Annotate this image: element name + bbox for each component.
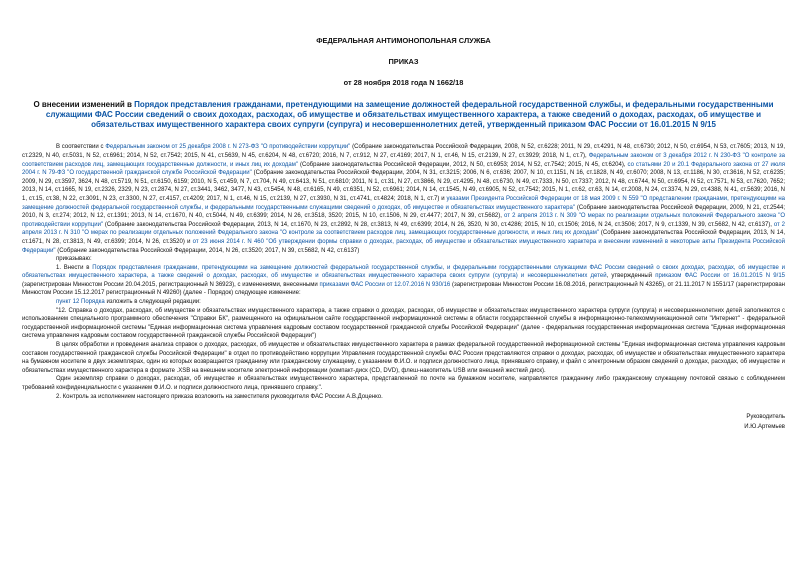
decree-310-link[interactable]: от 2 апреля 2013 г. N 310 "О мерах по реализации отдельных положений Федерального закона "О контроле за соответствием расходов лиц, замещающих государственные должности, и иных лиц их доходам": [22, 221, 785, 237]
preamble-text-2: (Собрание законодательства Российской Федерации, 2008, N 52, ст.6228; 2011, N 29, ст.4291, N 48, ст.6730; 2012, N 50, ст.6954, N 53, ст.7605; 2013, N 19, ст.2329, N 40, ст.5031, N 52, ст.6961; 2014, N 52, ст.7542; 2015, N 41, ст.5639, N 45, ст.6204, N 48, ст.6720; 2016, N 7, ст.912, N 27, ст.4169; 2017, N 1, ст.46, N 15, ст.2139, N 27, ст.3929; 2018, N 1, ст.7),: [22, 144, 785, 159]
decree-309-link[interactable]: от 2 апреля 2013 г. N 309 "О мерах по реализации отдельных положений Федерального закона "О противодействии коррупции": [22, 213, 785, 228]
decree-559-link[interactable]: указами Президента Российской Федерации от 18 мая 2009 г. N 559 "О представлении гражданами, претендующими на замещение должностей федеральной государственной службы, и федеральными государственными служащими сведений о доходах, об имуществе и обязательствах имущественного характера": [22, 195, 785, 211]
document-date-number: от 28 ноября 2018 года N 1662/18: [343, 78, 464, 87]
preamble-paragraph: [22, 143, 785, 255]
title-procedure-link[interactable]: Порядок представления гражданами, претендующими на замещение должностей федеральной государственной службы, и федеральными государственными служащими ФАС России сведений о своих доходах, расходах, об имуществе и обязательствах имущественного характера, а также сведений о доходах, расходах, об имуществе и обязательствах имущественного характера своих супруги (супруга) и несовершеннолетних детей, утвержденный приказом ФАС России от 16.01.2015 N 9/15: [45, 100, 774, 129]
federal-law-230-link[interactable]: Федеральным законом от 3 декабря 2012 г. N 230-ФЗ "О контроле за соответствием расходов лиц, замещающих государственные должности, и иных лиц их доходам": [22, 152, 785, 168]
item-1-text-3: (зарегистрирован Минюстом России 20.04.2015, регистрационный N 36923), с изменениями, внесенными: [22, 281, 320, 288]
item-1-paragraph: [22, 264, 785, 298]
federal-law-273-link[interactable]: Федеральным законом от 25 декабря 2008 г. N 273-ФЗ "О противодействии коррупции": [105, 144, 351, 151]
preamble-text-7: (Собрание законодательства Российской Федерации, 2013, N 14, ст.1671, N 28, ст.3813, N 49, ст.6399; 2014, N 26, ст.3520) и: [22, 230, 785, 245]
quoted-paragraph-2: В целях обработки и проведения анализа справок о доходах, расходах, об имуществе и обязательствах имущественного характера в рамках федеральной государственной информационной системы "Единая информационная система управления кадровым составом государственной гражданской службы Российской Федерации" в отдел по противодействию коррупции Управления государственной службы ФАС России представляются справки о доходах, расходах, об имуществе и обязательствах имущественного характера на бумажном носителе в двух экземплярах, один из которых возвращается гражданину или гражданскому служащему, с указанием Ф.И.О. и подписи должностного лица, принявшего справку, и файл с электронным образом сведений о доходах, расходах, об имуществе и обязательствах имущественного характера в формате .XSB на внешнем носителе электронной информации (компакт-диск (CD, DVD), флеш-накопитель USB или внешний жесткий диск).: [22, 342, 785, 374]
item-1-subpoint: [22, 298, 785, 307]
preamble-text-4: (Собрание законодательства Российской Федерации, 2004, N 31, ст.3215; 2006, N 6, ст.636; 2007, N 10, ст.1151, N 16, ст.1828, N 49, ст.6070; 2008, N 13, ст.1186, N 30, ст.3616, N 52, ст.6235; 2009, N 29, ст.3597, 3624, N 48, ст.5719, N 51, ст.6150, 6159; 2010, N 5, ст.459, N 7, ст.704, N 49, ст.6413, N 51, ст.6810; 2011, N 1, ст.31, N 27, ст.3866, N 29, ст.4295, N 48, ст.6730, N 49, ст.7333, N 50, ст.7337; 2012, N 48, ст.6744, N 50, ст.6954, N 52, ст.7571, N 53, ст.7620, 7652; 2013, N 14, ст.1665, N 19, ст.2326, 2329, N 23, ст.2874, N 27, ст.3441, 3462, 3477, N 43, ст.5454, N 48, ст.6165, N 49, ст.6351, N 52, ст.6961; 2014, N 14, ст.1545, N 49, ст.6905, N 52, ст.7542; 2015, N 1, ст.62, ст.63, N 14, ст.2008, N 24, ст.3374, N 29, ст.4388, N 41, ст.5639; 2016, N 1, ст.15, ст.38, N 22, ст.3091, N 23, ст.3300, N 27, ст.4157, ст.4209; 2017, N 1, ст.46, N 15, ст.2139, N 27, ст.3930, N 31, ст.4741, ст.4824; 2018, N 1, ст.7) и: [22, 170, 785, 202]
item-1-subpoint-text: изложить в следующей редакции:: [104, 299, 201, 306]
decree-460-link[interactable]: от 23 июня 2014 г. N 460 "Об утверждении формы справки о доходах, расходах, об имуществе и обязательствах имущественного характера и внесении изменений в некоторые акты Президента Российской Федерации": [22, 238, 785, 254]
item-1-text-2: , утвержденный: [606, 273, 656, 280]
point-12-link[interactable]: пункт 12 Порядка: [56, 299, 105, 306]
item-1-text-4: (зарегистрирован Минюстом России 16.08.2016, регистрационный N 43265), от 21.11.2017 N 1551/17 (зарегистрирован Минюстом России 15.12.2017 регистрационный N 49260) (далее - Порядок) следующее изменение:: [22, 281, 785, 297]
preamble-text-1: В соответствии с: [56, 144, 106, 151]
signatory-name: И.Ю.Артемьев: [744, 423, 785, 430]
signatory-position: Руководитель: [746, 414, 785, 421]
signature-block: [22, 413, 785, 432]
order-930-16-link[interactable]: приказами ФАС России от 12.07.2016 N 930/16: [319, 281, 451, 288]
quoted-paragraph-1: "12. Справка о доходах, расходах, об имуществе и обязательствах имущественного характера, а также справки о доходах, расходах, об имуществе и обязательствах имущественного характера супруги (супруга) и несовершеннолетних детей заполняются с использованием специального программного обеспечения "Справки БК", размещенного на официальном сайте государственной информационной системы в области государственной службы в информационно-телекоммуникационной сети "Интернет" - федеральной государственной информационной системы "Единая информационная система управления кадровым составом государственной гражданской службы Российской Федерации" (далее - федеральная государственная информационная система "Единая информационная система управления кадровым составом государственной гражданской службы Российской Федерации"): [22, 307, 785, 340]
title-prefix: О внесении изменений в: [33, 100, 135, 109]
preamble-text-8: (Собрание законодательства Российской Федерации, 2014, N 26, ст.3520; 2017, N 39, ст.5682, N 42, ст.6137): [55, 247, 360, 254]
document-type-heading: ПРИКАЗ: [388, 57, 419, 66]
federal-law-79-link[interactable]: со статьями 20 и 20.1 Федерального закона от 27 июля 2004 г. N 79-ФЗ "О государственной гражданской службе Российской Федерации": [22, 161, 785, 177]
preamble-text-6: (Собрание законодательства Российской Федерации, 2013, N 14, ст.1670, N 23, ст.2892, N 28, ст.3813, N 49, ст.6399; 2014, N 26, 3520, N 30, ст.4286; 2015, N 10, ст.1506; 2016, N 24, ст.3506; 2017, N 9, ст.1339, N 39, ст.5682, N 42, ст.6137),: [103, 221, 774, 228]
preamble-text-5: (Собрание законодательства Российской Федерации, 2009, N 21, ст.2544; 2010, N 3, ст.274; 2012, N 12, ст.1391; 2013, N 14, ст.1670, N 40, ст.5044, N 49, ст.6399; 2014, N 26, ст.3518, 3520; 2015, N 10, ст.1506, N 29, ст.4477; 2017, N 39, ст.5682),: [22, 204, 785, 220]
document-title: [28, 100, 779, 129]
preamble-text-3: (Собрание законодательства Российской Федерации, 2012, N 50, ст.6953; 2014, N 52, ст.7542; 2015, N 45, ст.6204),: [298, 161, 628, 168]
item-2-paragraph: 2. Контроль за исполнением настоящего приказа возложить на заместителя руководителя ФАС России А.В.Доценко.: [56, 393, 383, 400]
organization-heading: ФЕДЕРАЛЬНАЯ АНТИМОНОПОЛЬНАЯ СЛУЖБА: [316, 36, 491, 45]
quoted-paragraph-3: Один экземпляр справки о доходах, расходах, об имуществе и обязательствах имущественного характера, представленной по почте на бумажном носителе, направляется гражданину либо гражданскому служащему почтовой связью с соблюдением требований конфиденциальности с указанием Ф.И.О. и подписи должностного лица, принявшего справку.".: [22, 376, 785, 392]
order-word: приказываю:: [56, 256, 92, 263]
procedure-link[interactable]: Порядок представления гражданами, претендующими на замещение должностей федеральной государственной службы, и федеральными государственными служащими ФАС России сведений о своих доходах, расходах, об имуществе и обязательствах имущественного характера, а также сведений о доходах, расходах, об имуществе и обязательствах имущественного характера своих супруги (супруга) и несовершеннолетних детей: [22, 264, 785, 280]
item-1-text-1: 1. Внести в: [56, 264, 93, 271]
order-9-15-link[interactable]: приказом ФАС России от 16.01.2015 N 9/15: [655, 273, 785, 280]
